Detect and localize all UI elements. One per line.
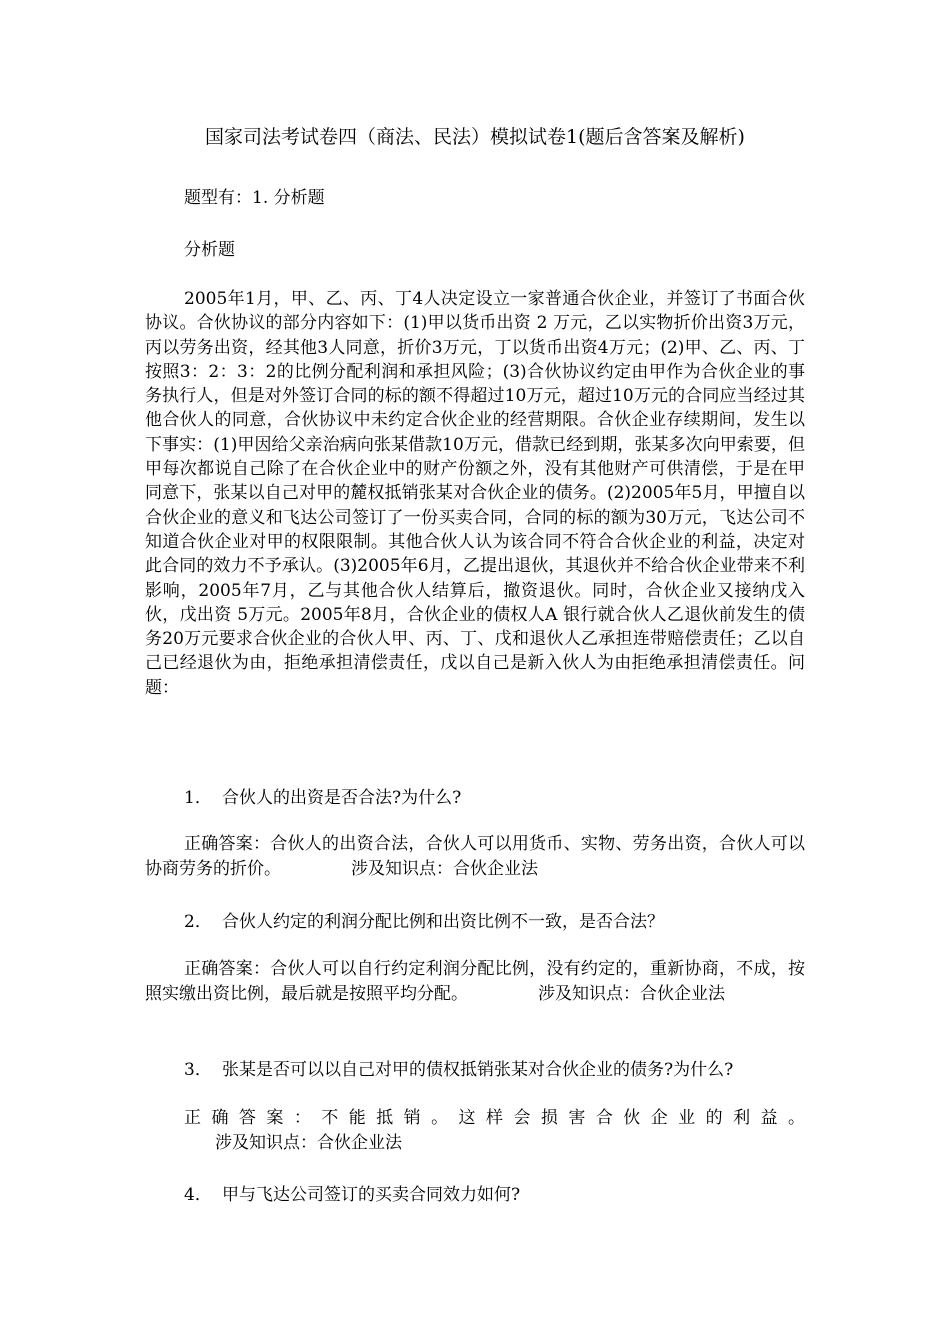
question-1-number: 1． [184,788,212,808]
answer-1-knowledge-point: 涉及知识点：合伙企业法 [351,859,538,879]
question-4-number: 4． [184,1185,212,1205]
question-2-text: 合伙人约定的利润分配比例和出资比例不一致，是否合法？ [222,912,664,932]
section-heading: 分析题 [184,240,235,260]
question-4 [184,1183,520,1207]
question-1-text: 合伙人的出资是否合法?为什么? [222,788,462,808]
question-3-number: 3． [184,1060,212,1080]
answer-3-knowledge-point: 涉及知识点：合伙企业法 [215,1133,402,1153]
answer-3 [145,1106,805,1156]
question-2 [184,910,664,934]
question-3-text: 张某是否可以以自己对甲的债权抵销张某对合伙企业的债务?为什么? [222,1060,734,1080]
question-1 [184,786,461,810]
question-4-text: 甲与飞达公司签订的买卖合同效力如何? [222,1185,521,1205]
case-text: 2005年1月，甲、乙、丙、丁4人决定设立一家普通合伙企业，并签订了书面合伙协议。合伙协议的部分内容如下：(1)甲以货币出资 2 万元，乙以实物折价出资3万元，丙以劳务出资，经其他3人同意，折价3万元，丁以货币出资4万元；(2)甲、乙、丙、丁按照3：2：3：2的比例分配利润和承担风险；(3)合伙协议约定由甲作为合伙企业的事务执行人，但是对外签订合同的标的额不得超过10万元，超过10万元的合同应当经过其他合伙人的同意，合伙协议中未约定合伙企业的经营期限。合伙企业存续期间，发生以下事实：(1)甲因给父亲治病向张某借款10万元，借款已经到期，张某多次向甲索要，但甲每次都说自己除了在合伙企业中的财产份额之外，没有其他财产可供清偿，于是在甲同意下，张某以自己对甲的麓权抵销张某对合伙企业的债务。(2)2005年5月，甲擅自以合伙企业的意义和飞达公司签订了一份买卖合同，合同的标的额为30万元，飞达公司不知道合伙企业对甲的权限限制。其他合伙人认为该合同不符合合伙企业的利益，决定对此合同的效力不予承认。(3)2005年6月，乙提出退伙，其退伙并不给合伙企业带来不利影响，2005年7月，乙与其他合伙人结算后，撤资退伙。同时，合伙企业又接纳戊入伙，戊出资 5万元。2005年8月，合伙企业的债权人A 银行就合伙人乙退伙前发生的债务20万元要求合伙企业的合伙人甲、丙、丁、戊和退伙人乙承担连带赔偿责任；乙以自己已经退伙为由，拒绝承担清偿责任，戊以自己是新入伙人为由拒绝承担清偿责任。问题： [145,289,805,698]
question-2-number: 2． [184,912,212,932]
question-3 [184,1058,733,1082]
answer-3-text: 正确答案：不能抵销。这样会损害合伙企业的利益。 [184,1108,805,1128]
answer-2 [145,957,805,1007]
question-types-line: 题型有：1. 分析题 [184,188,325,208]
answer-1-text: 正确答案：合伙人的出资合法，合伙人可以用货币、实物、劳务出资，合伙人可以协商劳务的折价。 [145,834,805,879]
answer-1 [145,832,805,882]
answer-2-text: 正确答案：合伙人可以自行约定利润分配比例，没有约定的，重新协商，不成，按照实缴出资比例，最后就是按照平均分配。 [145,959,805,1004]
answer-2-knowledge-point: 涉及知识点：合伙企业法 [538,984,725,1004]
document-title: 国家司法考试卷四（商法、民法）模拟试卷1(题后含答案及解析) [205,126,745,148]
